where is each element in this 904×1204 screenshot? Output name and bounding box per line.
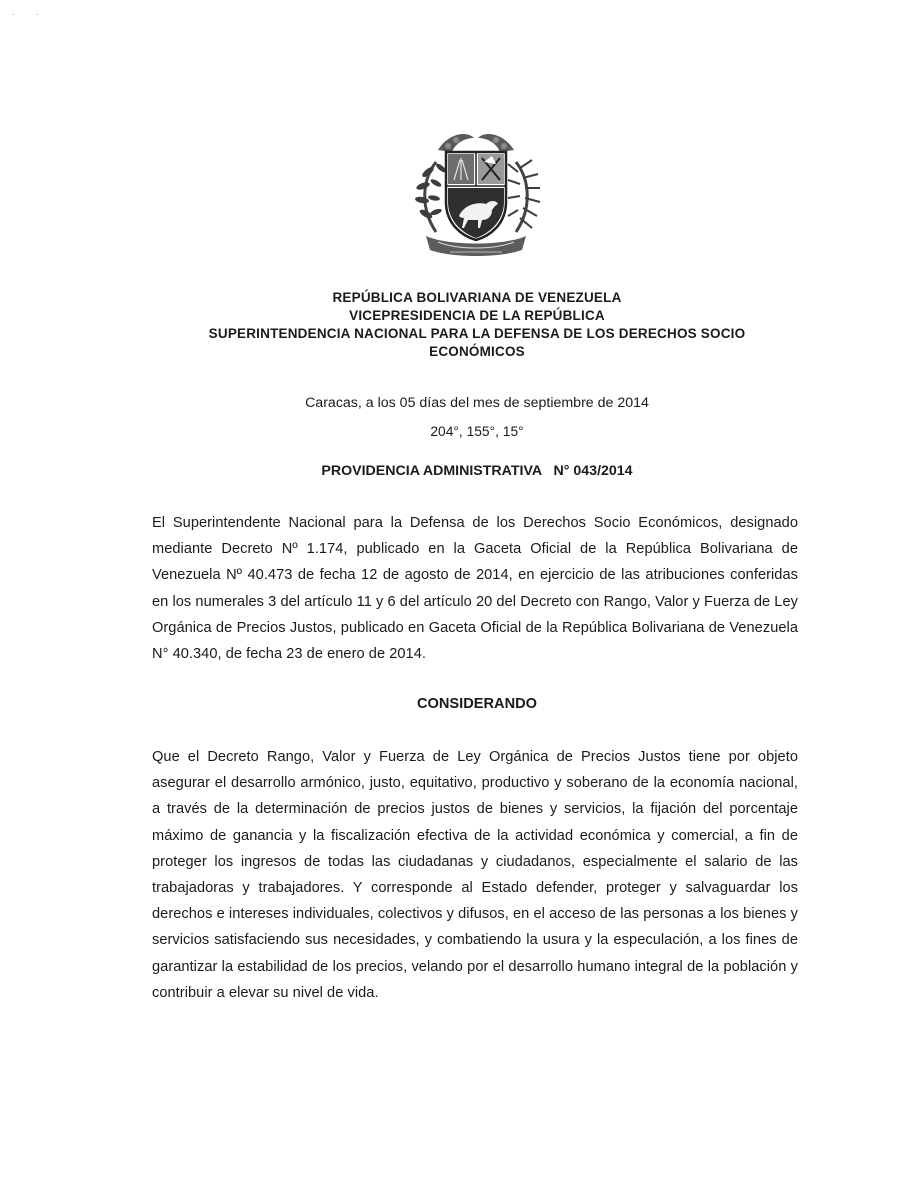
institution-header	[150, 289, 804, 361]
header-vicepresidency: VICEPRESIDENCIA DE LA REPÚBLICA	[349, 308, 605, 323]
scan-mark	[12, 14, 15, 15]
document-number: N° 043/2014	[553, 463, 633, 479]
degrees-line: 204°, 155°, 15°	[430, 424, 524, 439]
header-superintendency: SUPERINTENDENCIA NACIONAL PARA LA DEFENSA DE LOS DERECHOS SOCIO	[208, 326, 746, 341]
venezuela-coat-of-arms-icon	[408, 128, 544, 262]
considerando-paragraph: Que el Decreto Rango, Valor y Fuerza de Ley Orgánica de Precios Justos tiene por objeto asegurar el desarrollo armónico, justo, equitativo, productivo y soberano de la economía nacional, a través de la determinación de precios justos de bienes y servicios, la fijación del porcentaje máximo de ganancia y la fiscalización efectiva de la actividad económica y comercial, a fin de proteger los ingresos de todas las ciudadanas y ciudadanos, especialmente el salario de las trabajadoras y trabajadores. Y corresponde al Estado defender, proteger y salvaguardar los derechos e intereses individuales, colectivos y difusos, en el acceso de las personas a los bienes y servicios satisfaciendo sus necesidades, y combatiendo la usura y la especulación, a los fines de garantizar la estabilidad de los precios, velando por el desarrollo humano integral de la población y contribuir a elevar su nivel de vida.	[152, 749, 798, 1001]
document-title	[150, 462, 804, 480]
header-superintendency-cont: ECONÓMICOS	[429, 344, 525, 359]
scan-mark	[36, 14, 39, 15]
intro-paragraph: El Superintendente Nacional para la Defensa de los Derechos Socio Económicos, designado mediante Decreto Nº 1.174, publicado en la Gaceta Oficial de la República Bolivariana de Venezuela Nº 40.473 de fecha 12 de agosto de 2014, en ejercicio de las atribuciones conferidas en los numerales 3 del artículo 11 y 6 del artículo 20 del Decreto con Rango, Valor y Fuerza de Ley Orgánica de Precios Justos, publicado en Gaceta Oficial de la República Bolivariana de Venezuela N° 40.340, de fecha 23 de enero de 2014.	[152, 515, 798, 663]
considerando-heading: CONSIDERANDO	[417, 696, 537, 712]
dateline: Caracas, a los 05 días del mes de septiembre de 2014	[305, 395, 649, 411]
document-title-label: PROVIDENCIA ADMINISTRATIVA	[321, 463, 542, 479]
header-republic: REPÚBLICA BOLIVARIANA DE VENEZUELA	[332, 290, 622, 305]
